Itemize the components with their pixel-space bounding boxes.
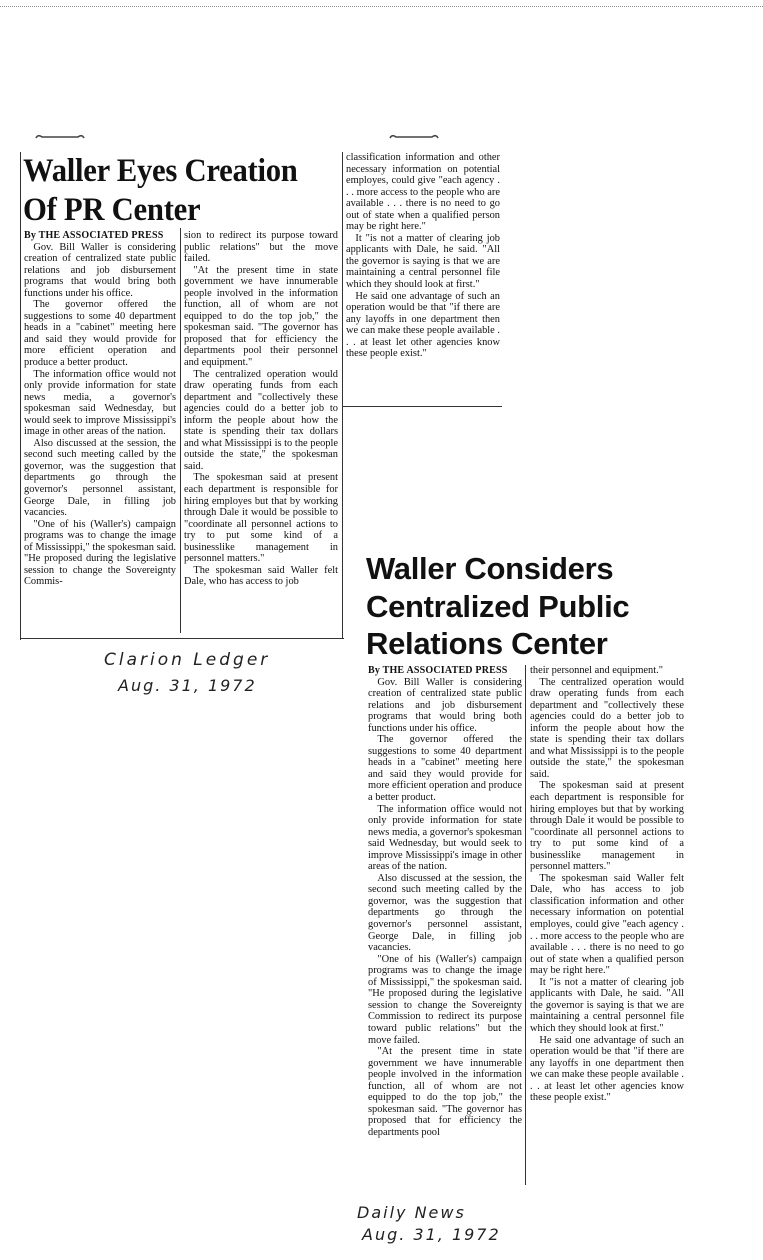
headline-line: Relations Center — [366, 626, 608, 661]
column-rule — [342, 152, 343, 638]
article-column-1 — [24, 230, 176, 588]
paragraph: "One of his (Waller's) campaign programs was to change the image of Mississippi," the spokesman said. "He proposed during the legislative session to change the Sovereignty Commis- — [24, 518, 176, 588]
clipping-border-bottom — [20, 638, 344, 639]
headline-line: Waller Considers — [366, 551, 614, 586]
clip-mark-left — [34, 133, 86, 139]
clip-mark-right — [388, 133, 440, 139]
paragraph: Also discussed at the session, the second such meeting called by the governor, was the suggestion that departments go through the governor's personnel assistant, George Dale, in filling job vacancies. — [24, 437, 176, 519]
paragraph: He said one advantage of such an operation would be that "if there are any layoffs in one department then we can make these people available . . . at least let other agencies know these people exist." — [346, 290, 500, 360]
paragraph: The information office would not only provide information for state news media, a governor's spokesman said Wednesday, but would seek to improve Mississippi's image in other areas of the nation. — [24, 368, 176, 438]
article-column-2 — [184, 230, 338, 588]
article-column-3 — [346, 152, 500, 360]
column-rule — [525, 665, 526, 1185]
paragraph: Gov. Bill Waller is considering creation of centralized state public relations and job disbursement programs that would bring both functions under his office. — [368, 676, 522, 734]
handwritten-date: Aug. 31, 1972 — [362, 1225, 501, 1244]
paragraph: The centralized operation would draw operating funds from each department and "collectively these agencies could do a better job to inform the people about how the state is spending their tax dollars and what Mississippi is to the people outside the state," the spokesman said. — [530, 676, 684, 780]
paragraph: The governor offered the suggestions to some 40 department heads in a "cabinet" meeting here and said they would provide for more efficient operation and produce a better product. — [24, 299, 176, 369]
headline-line: Of PR Center — [23, 192, 201, 228]
paragraph: The centralized operation would draw operating funds from each department and "collectively these agencies could do a better job to inform the people about how the state is spending their tax dollars and what Mississippi is to the people outside the state," the spokesman said. — [184, 368, 338, 472]
byline: By THE ASSOCIATED PRESS — [24, 230, 164, 241]
column-end-rule — [342, 406, 502, 407]
handwritten-source: Clarion Ledger — [104, 650, 271, 670]
scan-top-edge — [0, 6, 763, 7]
paragraph: Also discussed at the session, the second such meeting called by the governor, was the suggestion that departments go through the governor's personnel assistant, George Dale, in filling job vacancies. — [368, 872, 522, 954]
paragraph: The information office would not only provide information for state news media, a governor's spokesman said Wednesday, but would seek to improve Mississippi's image in other areas of the nation. — [368, 803, 522, 873]
headline — [23, 152, 321, 230]
headline — [366, 550, 666, 663]
article-column-1 — [368, 665, 522, 1138]
paragraph: classification information and other necessary information on potential employes, could give "each agency . . . more access to the people who are available . . . there is no need to go out of state when a qualified person may be right here." — [346, 152, 500, 233]
paragraph: The spokesman said at present each department is responsible for hiring employes but that by working through Dale it would be possible to "coordinate all personnel actions to try to put some kind of a businesslike management in personnel matters." — [530, 780, 684, 873]
paragraph: It "is not a matter of clearing job applicants with Dale, he said. "All the governor is saying is that we are maintaining a central personnel file which they should look at first." — [346, 232, 500, 291]
article-column-2 — [530, 665, 684, 1104]
byline: By THE ASSOCIATED PRESS — [368, 665, 508, 676]
paragraph: He said one advantage of such an operation would be that "if there are any layoffs in one department then we can make these people available . . . at least let other agencies know these people exist." — [530, 1034, 684, 1104]
paragraph: Gov. Bill Waller is considering creation of centralized state public relations and job disbursement programs that would bring both functions under his office. — [24, 241, 176, 299]
handwritten-date: Aug. 31, 1972 — [118, 676, 257, 695]
clipping-border-left — [20, 152, 21, 640]
paragraph: their personnel and equipment." — [530, 665, 663, 676]
paragraph: "One of his (Waller's) campaign programs was to change the image of Mississippi," the spokesman said. "He proposed during the legislative session to change the Sovereignty Commission to redirect its purpose toward public relations" but the move failed. — [368, 953, 522, 1046]
paragraph: "At the present time in state government we have innumerable people involved in the information function, all of whom are not equipped to do the top job," the spokesman said. "The governor has proposed that for efficiency the departments pool — [368, 1046, 522, 1138]
paragraph: The governor offered the suggestions to some 40 department heads in a "cabinet" meeting here and said they would provide for more efficient operation and produce a better product. — [368, 734, 522, 804]
paragraph: It "is not a matter of clearing job applicants with Dale, he said. "All the governor is saying is that we are maintaining a central personnel file which they should look at first." — [530, 976, 684, 1034]
handwritten-source: Daily News — [357, 1203, 466, 1222]
daily-news-clipping — [364, 548, 684, 1238]
headline-line: Centralized Public — [366, 588, 630, 624]
paragraph: The spokesman said Waller felt Dale, who has access to job — [184, 564, 338, 588]
paragraph: The spokesman said Waller felt Dale, who has access to job classification information and other necessary information on potential employes, could give "each agency . . . more access to the people who are available . . . there is no need to go out of state when a qualified person may be right here." — [530, 872, 684, 977]
paragraph: sion to redirect its purpose toward public relations" but the move failed. — [184, 230, 338, 265]
paragraph: The spokesman said at present each department is responsible for hiring employes but that by working through Dale it would be possible to "coordinate all personnel actions to try to put some kind of a businesslike management in personnel matters." — [184, 472, 338, 565]
column-rule — [180, 228, 181, 633]
paragraph: "At the present time in state government we have innumerable people involved in the information function, all of whom are not equipped to do the top job," the spokesman said. "The governor has proposed that for efficiency the departments pool their personnel and equipment." — [184, 264, 338, 369]
headline-line: Waller Eyes Creation — [23, 153, 298, 189]
